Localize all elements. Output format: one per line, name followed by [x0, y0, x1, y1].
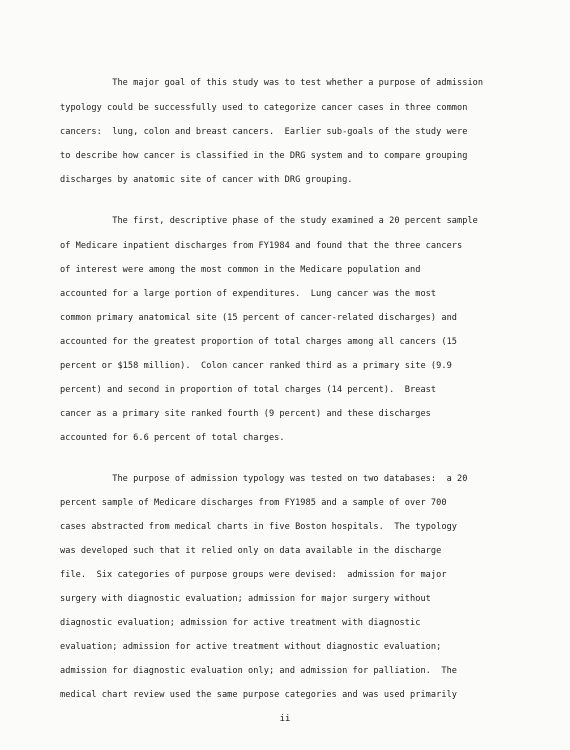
paragraph-3-line-1: The purpose of admission typology was tested on two databases: a 20: [60, 474, 468, 484]
page-number: ii: [279, 714, 291, 724]
paragraph-3-line-7: diagnostic evaluation; admission for active treatment with diagnostic: [60, 618, 421, 628]
paragraph-3-line-9: admission for diagnostic evaluation only; and admission for palliation. The: [60, 666, 458, 676]
paragraph-3-line-6: surgery with diagnostic evaluation; admission for major surgery without: [60, 594, 431, 604]
paragraph-2-line-2: of Medicare inpatient discharges from FY1984 and found that the three cancers: [60, 241, 463, 251]
paragraph-3-line-3: cases abstracted from medical charts in five Boston hospitals. The typology: [60, 522, 458, 532]
paragraph-1-line-4: to describe how cancer is classified in the DRG system and to compare grouping: [60, 151, 468, 161]
paragraph-3-line-8: evaluation; admission for active treatment without diagnostic evaluation;: [60, 642, 442, 652]
paragraph-2-line-7: percent or $158 million). Colon cancer ranked third as a primary site (9.9: [60, 361, 452, 371]
paragraph-3-line-2: percent sample of Medicare discharges from FY1985 and a sample of over 700: [60, 498, 447, 508]
paragraph-1-line-3: cancers: lung, colon and breast cancers. Earlier sub-goals of the study were: [60, 127, 468, 137]
paragraph-2-line-5: common primary anatomical site (15 percent of cancer-related discharges) and: [60, 313, 458, 323]
paragraph-3-line-10: medical chart review used the same purpose categories and was used primarily: [60, 690, 458, 700]
paragraph-1-line-5: discharges by anatomic site of cancer with DRG grouping.: [60, 175, 353, 185]
paragraph-2-line-8: percent) and second in proportion of total charges (14 percent). Breast: [60, 385, 437, 395]
paragraph-2-line-3: of interest were among the most common in the Medicare population and: [60, 265, 421, 275]
paragraph-1-line-2: typology could be successfully used to categorize cancer cases in three common: [60, 103, 468, 113]
paragraph-3-line-5: file. Six categories of purpose groups were devised: admission for major: [60, 570, 447, 580]
paragraph-3-line-4: was developed such that it relied only on data available in the discharge: [60, 546, 442, 556]
paragraph-1-line-1: The major goal of this study was to test whether a purpose of admission: [60, 78, 484, 88]
paragraph-2-line-6: accounted for the greatest proportion of total charges among all cancers (15: [60, 337, 458, 347]
paragraph-2-line-10: accounted for 6.6 percent of total charges.: [60, 433, 285, 443]
paragraph-2-line-4: accounted for a large portion of expenditures. Lung cancer was the most: [60, 289, 437, 299]
paragraph-2-line-1: The first, descriptive phase of the study examined a 20 percent sample: [60, 216, 478, 226]
paragraph-2-line-9: cancer as a primary site ranked fourth (9 percent) and these discharges: [60, 409, 431, 419]
